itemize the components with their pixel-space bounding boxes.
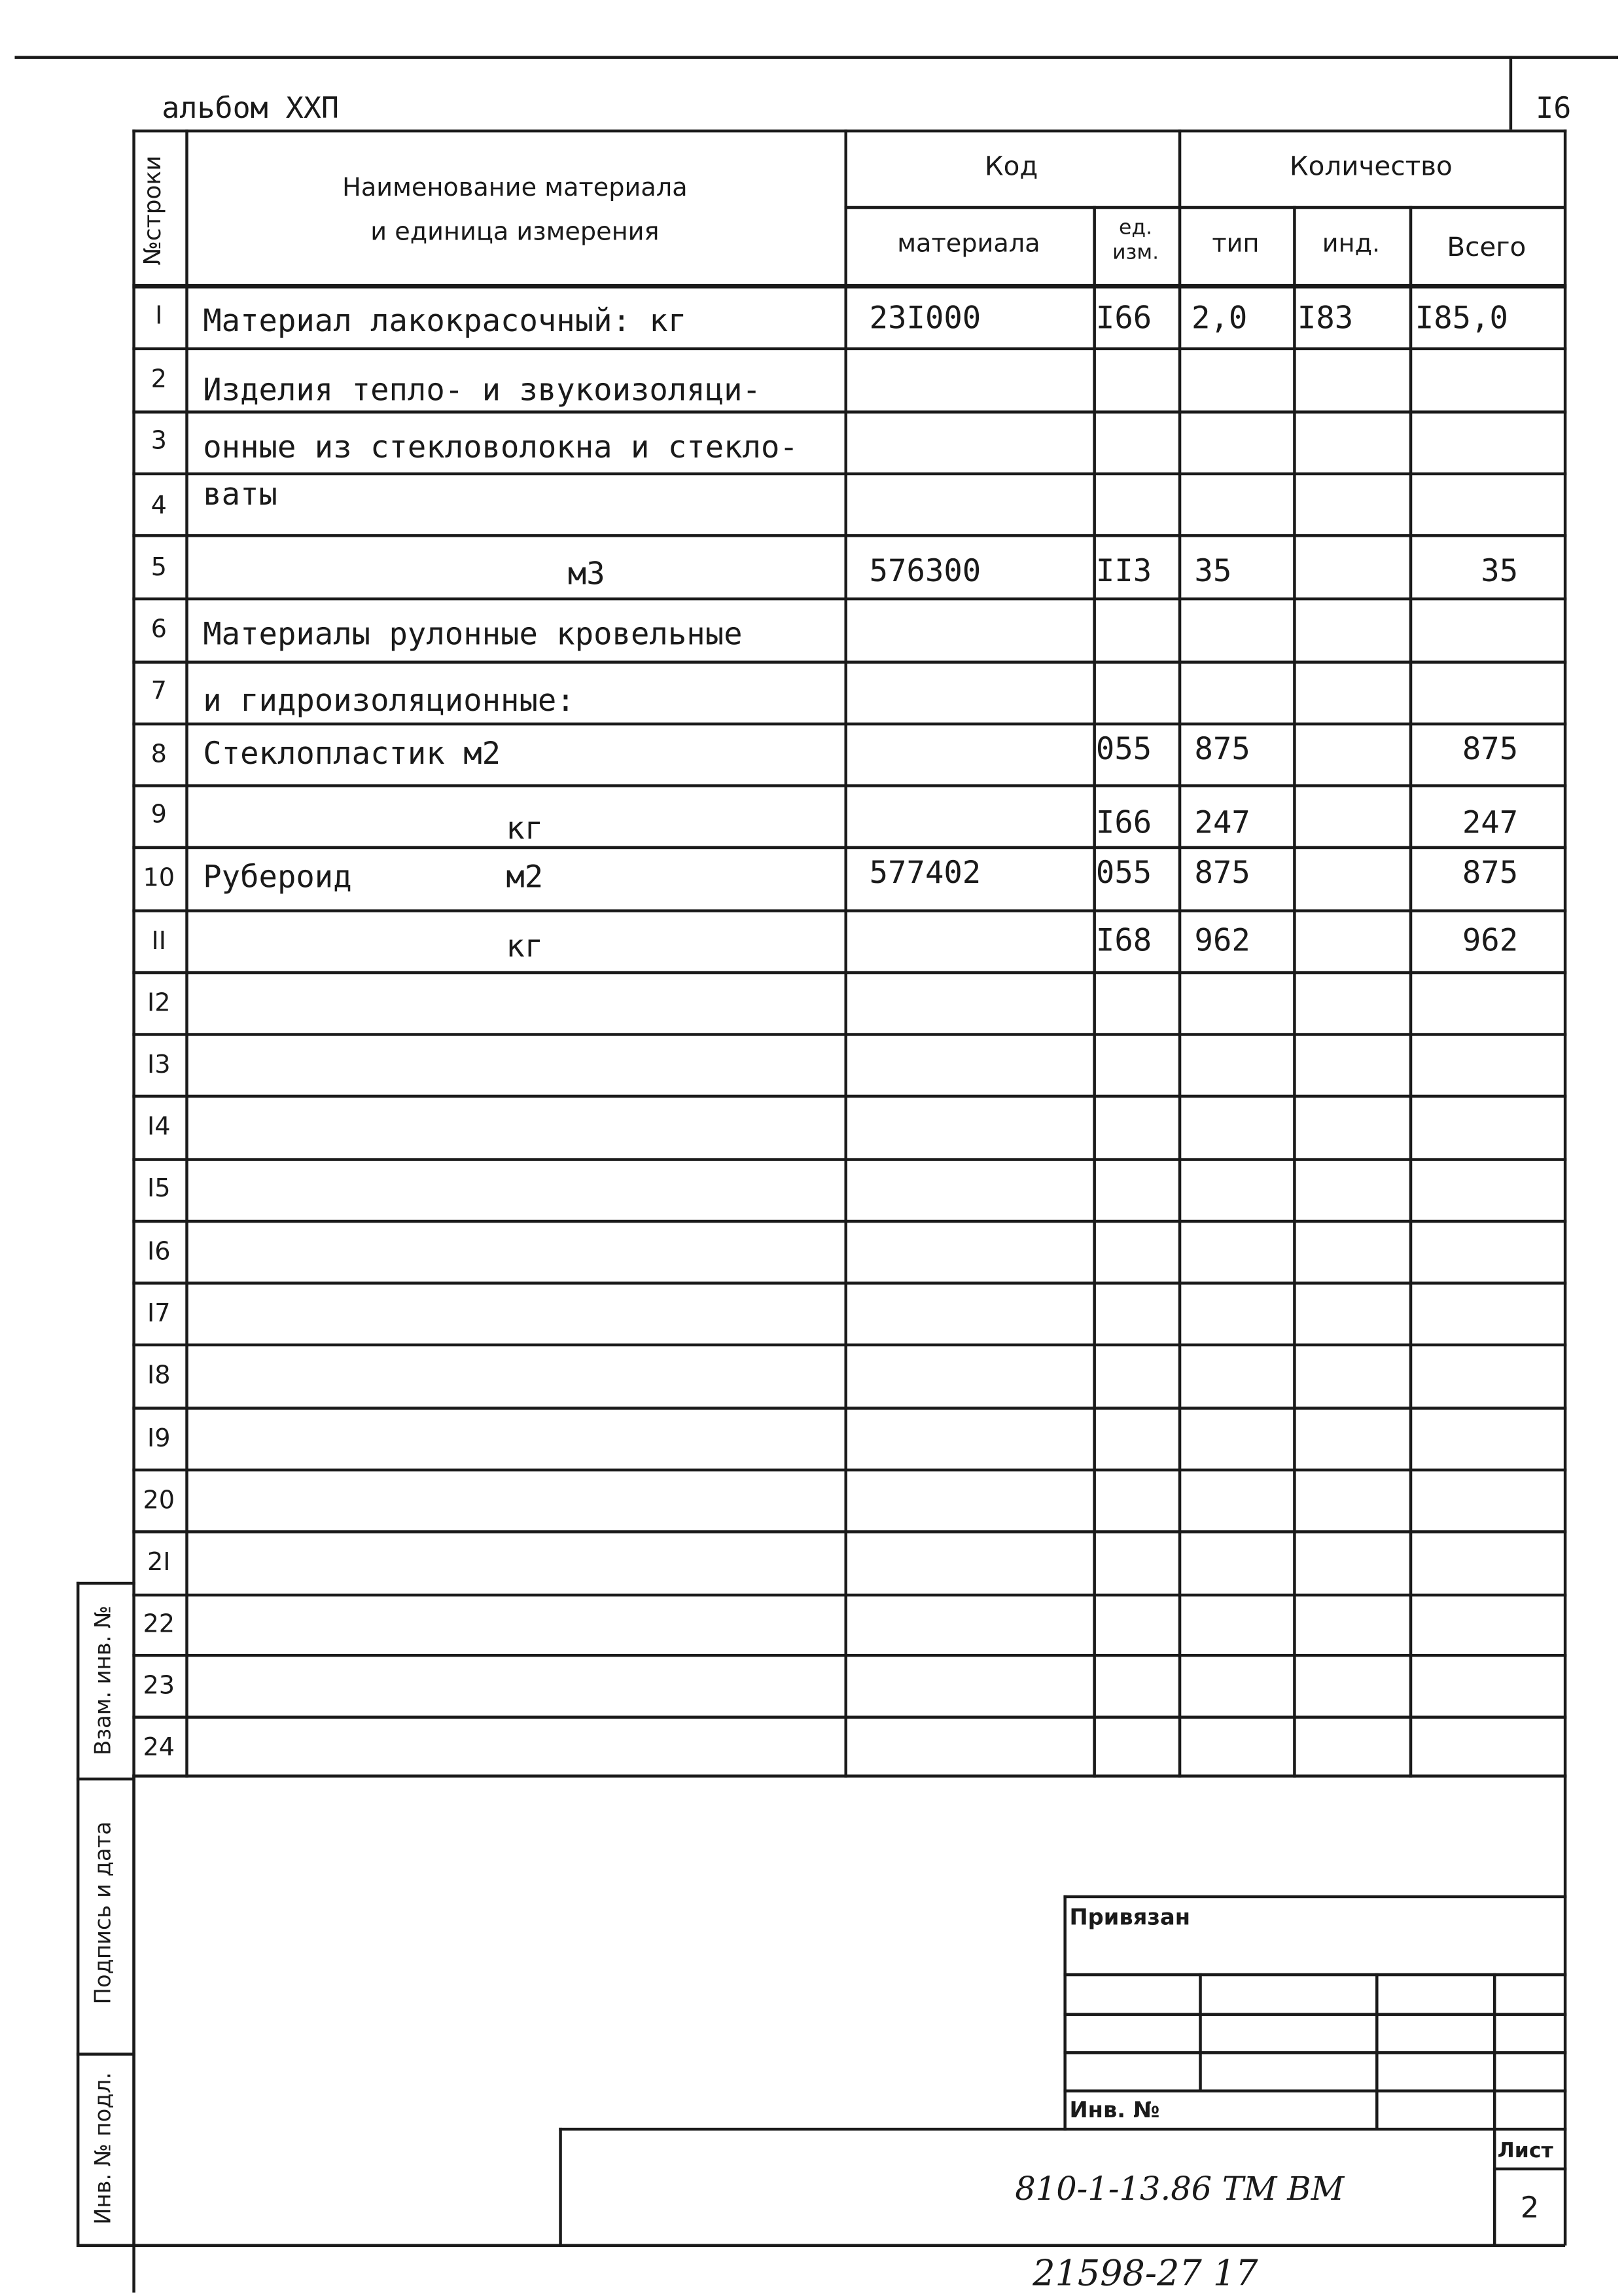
row-number: 2 bbox=[150, 365, 167, 395]
row-line bbox=[132, 1095, 1566, 1098]
cell-unit: I68 bbox=[1095, 922, 1152, 958]
side-stamp-divider bbox=[77, 2053, 135, 2055]
cell-name: кг bbox=[506, 810, 544, 846]
page-number: I6 bbox=[1536, 90, 1572, 126]
cell-type: 2,0 bbox=[1192, 300, 1248, 336]
cell-name: Стеклопластик м2 bbox=[203, 736, 501, 772]
col-line-ind bbox=[1409, 206, 1412, 1778]
row-number: II bbox=[151, 927, 167, 957]
top-border bbox=[14, 56, 1618, 58]
header-unit-line1: ед. bbox=[1119, 216, 1153, 240]
header-unit-line2: изм. bbox=[1112, 241, 1159, 265]
row-line bbox=[132, 723, 1566, 725]
row-line bbox=[132, 348, 1566, 350]
cell-type: 875 bbox=[1194, 855, 1250, 891]
table-bottom-border bbox=[132, 1774, 1566, 1777]
cell-name-unit: м2 bbox=[506, 859, 544, 895]
page-number-divider bbox=[1509, 56, 1512, 129]
header-subdivider bbox=[844, 206, 1565, 209]
tb-list-label: Лист bbox=[1497, 2139, 1553, 2163]
row-number: 6 bbox=[150, 615, 167, 645]
row-number: I6 bbox=[147, 1237, 171, 1267]
cell-name: м3 bbox=[567, 556, 605, 592]
cell-unit: I66 bbox=[1095, 300, 1152, 336]
tb-privyazan: Привязан bbox=[1069, 1904, 1191, 1931]
tb-doc-code: 810-1-13.86 ТМ ВМ bbox=[1015, 2172, 1345, 2209]
cell-type: 875 bbox=[1194, 731, 1250, 767]
row-number: 24 bbox=[143, 1733, 175, 1763]
cell-total: 35 bbox=[1481, 553, 1519, 589]
tb-line bbox=[1063, 2013, 1566, 2016]
row-line bbox=[132, 410, 1566, 413]
row-number: I5 bbox=[147, 1174, 171, 1204]
row-number: 5 bbox=[150, 553, 167, 583]
archive-number: 21598-27 17 bbox=[1033, 2252, 1258, 2294]
row-number: I7 bbox=[147, 1299, 171, 1329]
row-number: I3 bbox=[147, 1050, 171, 1081]
cell-name: Материал лакокрасочный: кг bbox=[203, 303, 687, 339]
cell-type: 962 bbox=[1194, 922, 1250, 958]
cell-name: и гидроизоляционные: bbox=[203, 683, 575, 719]
cell-unit: II3 bbox=[1095, 553, 1152, 589]
tb-col bbox=[1375, 1973, 1378, 2129]
tb-right bbox=[1564, 1774, 1566, 2245]
row-line bbox=[132, 660, 1566, 663]
tb-line bbox=[1063, 2089, 1566, 2092]
tb-main-left bbox=[559, 2128, 561, 2246]
row-number: 9 bbox=[150, 800, 167, 830]
header-bottom-border bbox=[132, 284, 1566, 289]
cell-type: 247 bbox=[1194, 804, 1250, 840]
side-stamp-top bbox=[77, 1582, 135, 1585]
row-number: I8 bbox=[147, 1361, 171, 1391]
row-line bbox=[132, 1158, 1566, 1160]
cell-code: 23I000 bbox=[869, 300, 981, 336]
cell-unit: 055 bbox=[1095, 731, 1152, 767]
row-line bbox=[132, 971, 1566, 974]
header-name-line1: Наименование материала bbox=[342, 173, 688, 204]
row-line bbox=[132, 1654, 1566, 1657]
stamp-podpis: Подпись и дата bbox=[90, 1821, 116, 2005]
header-name-line2: и единица измерения bbox=[370, 217, 660, 247]
tb-main-top bbox=[559, 2128, 1566, 2130]
cell-total: 875 bbox=[1462, 855, 1519, 891]
row-number: 10 bbox=[143, 863, 175, 893]
cell-total: 247 bbox=[1462, 804, 1519, 840]
row-line bbox=[132, 846, 1566, 849]
table-top-border bbox=[132, 130, 1566, 132]
row-line bbox=[132, 1715, 1566, 1718]
row-line bbox=[132, 534, 1566, 537]
header-code: Код bbox=[984, 151, 1038, 183]
cell-name: ваты bbox=[203, 476, 277, 512]
row-line bbox=[132, 1407, 1566, 1409]
header-row-number: №строки bbox=[138, 155, 167, 266]
header-ind: инд. bbox=[1322, 229, 1381, 259]
cell-name: кг bbox=[506, 928, 544, 964]
row-line bbox=[132, 598, 1566, 600]
side-stamp-left-border bbox=[77, 1582, 79, 2244]
cell-total: I85,0 bbox=[1415, 300, 1508, 336]
tb-list-divider bbox=[1493, 2168, 1566, 2170]
cell-name: Материалы рулонные кровельные bbox=[203, 616, 743, 652]
cell-name: Изделия тепло- и звукоизоляци- bbox=[203, 372, 761, 408]
cell-code: 576300 bbox=[869, 553, 981, 589]
header-type: тип bbox=[1212, 229, 1260, 259]
row-line bbox=[132, 1282, 1566, 1284]
row-line bbox=[132, 1469, 1566, 1471]
page-bottom-border bbox=[77, 2244, 1565, 2247]
row-line bbox=[132, 1344, 1566, 1346]
row-number: I4 bbox=[147, 1112, 171, 1142]
row-number: I9 bbox=[147, 1424, 171, 1454]
tb-line bbox=[1063, 1973, 1566, 1976]
row-number: 20 bbox=[143, 1486, 175, 1516]
row-number: 2I bbox=[147, 1548, 171, 1578]
tb-top bbox=[1063, 1895, 1566, 1898]
row-line bbox=[132, 784, 1566, 787]
header-total: Всего bbox=[1447, 232, 1527, 264]
row-line bbox=[132, 909, 1566, 912]
cell-type: 35 bbox=[1194, 553, 1232, 589]
cell-code: 577402 bbox=[869, 855, 981, 891]
tb-col bbox=[1199, 1973, 1201, 2091]
row-number: 8 bbox=[150, 740, 167, 770]
cell-unit: I66 bbox=[1095, 804, 1152, 840]
cell-name: Рубероид bbox=[203, 859, 352, 895]
cell-name: онные из стекловолокна и стекло- bbox=[203, 429, 798, 465]
row-number: I2 bbox=[147, 988, 171, 1018]
tb-line bbox=[1063, 2051, 1566, 2054]
page-left-margin bbox=[132, 1774, 135, 2292]
row-number: 3 bbox=[150, 426, 167, 456]
side-stamp-divider bbox=[77, 1778, 135, 1780]
cell-unit: 055 bbox=[1095, 855, 1152, 891]
row-number: 23 bbox=[143, 1671, 175, 1701]
header-quantity: Количество bbox=[1289, 151, 1453, 183]
cell-ind: I83 bbox=[1297, 300, 1354, 336]
row-line bbox=[132, 1530, 1566, 1533]
tb-list-value: 2 bbox=[1520, 2189, 1540, 2225]
stamp-inv-podl: Инв. № подл. bbox=[90, 2072, 116, 2225]
row-line bbox=[132, 1033, 1566, 1035]
col-line-type bbox=[1293, 206, 1296, 1778]
cell-total: 875 bbox=[1462, 731, 1519, 767]
row-line bbox=[132, 473, 1566, 475]
stamp-vzam: Взам. инв. № bbox=[90, 1605, 116, 1755]
album-label: альбом ХХП bbox=[162, 90, 340, 126]
row-number: 7 bbox=[150, 677, 167, 707]
row-line bbox=[132, 1594, 1566, 1596]
row-number: 4 bbox=[150, 491, 167, 521]
row-number: 22 bbox=[143, 1609, 175, 1640]
row-number: I bbox=[155, 301, 163, 331]
col-line-code bbox=[1093, 206, 1095, 1778]
header-code-material: материала bbox=[897, 229, 1040, 259]
cell-total: 962 bbox=[1462, 922, 1519, 958]
row-line bbox=[132, 1220, 1566, 1223]
tb-inv-no: Инв. № bbox=[1069, 2096, 1160, 2124]
